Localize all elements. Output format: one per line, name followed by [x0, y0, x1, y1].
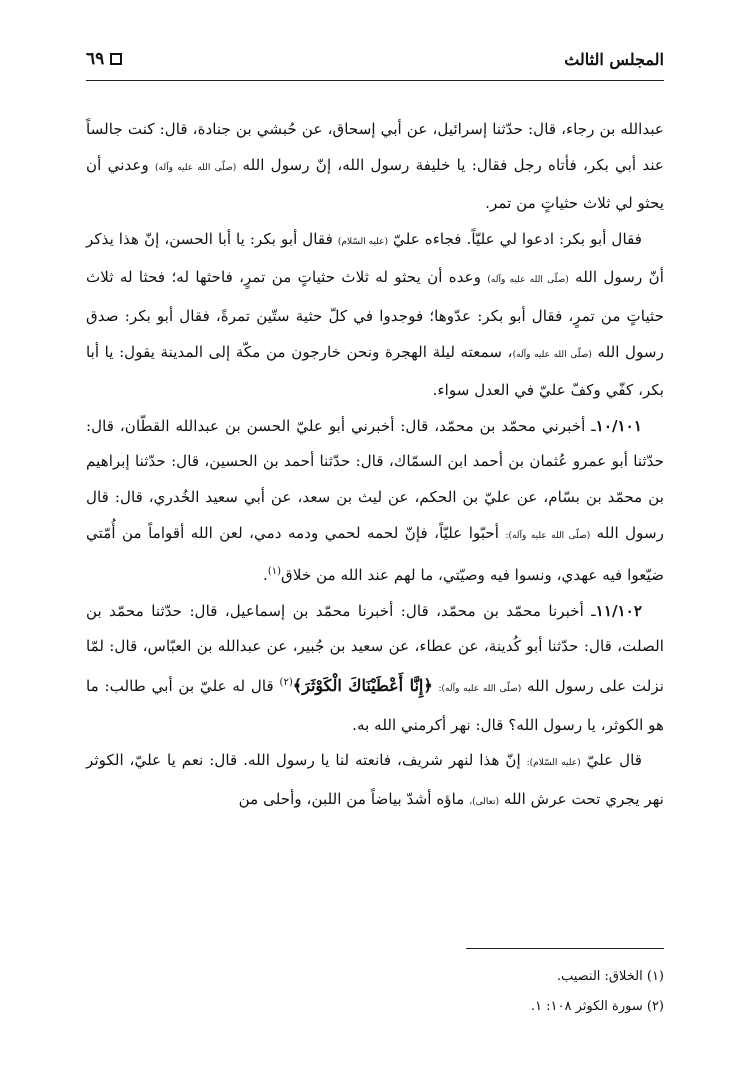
honorific: (صلّى الله عليه وآله):: [505, 530, 591, 541]
honorific: (عليه السّلام): [337, 236, 389, 247]
paragraph-2: فقال أبو بكر: ادعوا لي عليّاً. فجاءه عليّ (عليه السّلام) فقال أبو بكر: يا أبا الحسن، إنّ هذا يذكر أنّ رسول الله (صلّى الله عليه وآله) وعده أن يحثو له ثلاث حثياتٍ من تمرٍ، فاحثها له؛ فحثا له ثلاث حثياتٍ من تمرٍ، فقال أبو بكر: عدّوها؛ فوجدوا في كلّ حثية ستّين تمرةً، فقال أبو بكر: صدق رسول الله (صلّى الله عليه وآله)، سمعته ليلة الهجرة ونحن خارجون من مكّة إلى المدينة يقول: يا أبا بكر، كفّي وكفّ عليّ في العدل سواء.: [86, 229, 664, 400]
footnote-divider: [466, 948, 664, 949]
honorific: (صلّى الله عليه وآله): [512, 349, 592, 360]
chapter-title: المجلس الثالث: [564, 49, 664, 69]
square-ornament-icon: [110, 53, 122, 65]
quran-verse: ﴿إِنَّا أَعْطَيْنَاكَ الْكَوْثَرَ﴾: [292, 676, 433, 696]
footnotes: [86, 962, 664, 1022]
hadith-number: ١١/١٠٢: [595, 601, 642, 620]
hadith-paragraph-101: ١٠/١٠١ـ أخبرني محمّد بن محمّد، قال: أخبرني أبو عليّ الحسن بن عبدالله القطّان، قال: حدّثنا أبو عمرو عُثمان بن أحمد ابن السمّاك، قال: حدّثنا أحمد بن الحسين، قال: حدّثنا إبراهيم بن محمّد بن بسّام، عن عليّ بن الحكم، عن ليث بن سعد، عن أبي سعيد الخُدري، قال: قال رسول الله (صلّى الله عليه وآله): أحبّوا عليّاً، فإنّ لحمه لحمي ودمه دمي، لعن الله أقواماً من أُمّتي ضيّعوا فيه عهدي، ونسوا فيه وصيّتي، ما لهم عند الله من خلاق$^{(١)}$.: [86, 416, 665, 585]
footnote-marker: (١): [267, 566, 282, 578]
main-text: [86, 112, 664, 820]
page-header: [86, 44, 664, 81]
footnote-marker: (٢): [279, 676, 293, 688]
footnote-1: (١) الخلاق: النصيب.: [556, 969, 664, 984]
page-number-value: ٦٩: [86, 49, 105, 69]
honorific: (عليه السّلام):: [526, 758, 581, 769]
honorific: (تعالى)،: [469, 796, 499, 807]
honorific: (صلّى الله عليه وآله): [487, 275, 569, 286]
footnote-2: (٢) سورة الكوثر ١٠٨: ١.: [530, 999, 664, 1014]
paragraph-1: عبدالله بن رجاء، قال: حدّثنا إسرائيل، عن أبي إسحاق، عن حُبشي بن جنادة، قال: كنت جالساً عند أبي بكر، فأتاه رجل فقال: يا خليفة رسول الله، إنّ رسول الله (صلّى الله عليه وآله) وعدني أن يحثو لي ثلاث حثياتٍ من تمر.: [86, 120, 664, 213]
honorific: (صلّى الله عليه وآله): [155, 162, 237, 173]
hadith-paragraph-102: ١١/١٠٢ـ أخبرنا محمّد بن محمّد، قال: أخبرنا محمّد بن إسماعيل، قال: حدّثنا محمّد بن الصلت، قال: حدّثنا أبو كُدينة، عن عطاء، عن سعيد بن جُبير، عن عبدالله بن العبّاس، قال: لمّا نزلت على رسول الله (صلّى الله عليه وآله): ﴿إِنَّا أَعْطَيْنَاكَ الْكَوْثَرَ﴾$^{(٢)}$ قال له عليّ بن أبي طالب: ما هو الكوثر، يا رسول الله؟ قال: نهر أكرمني الله به.: [86, 601, 665, 734]
honorific: (صلّى الله عليه وآله):: [438, 684, 522, 695]
page-number: [86, 49, 122, 69]
paragraph-5: قال عليّ (عليه السّلام): إنّ هذا لنهر شريف، فانعته لنا يا رسول الله. قال: نعم يا عليّ، الكوثر نهر يجري تحت عرش الله (تعالى)، ماؤه أشدّ بياضاً من اللبن، وأحلى من: [86, 751, 664, 808]
hadith-number: ١٠/١٠١: [595, 416, 642, 435]
